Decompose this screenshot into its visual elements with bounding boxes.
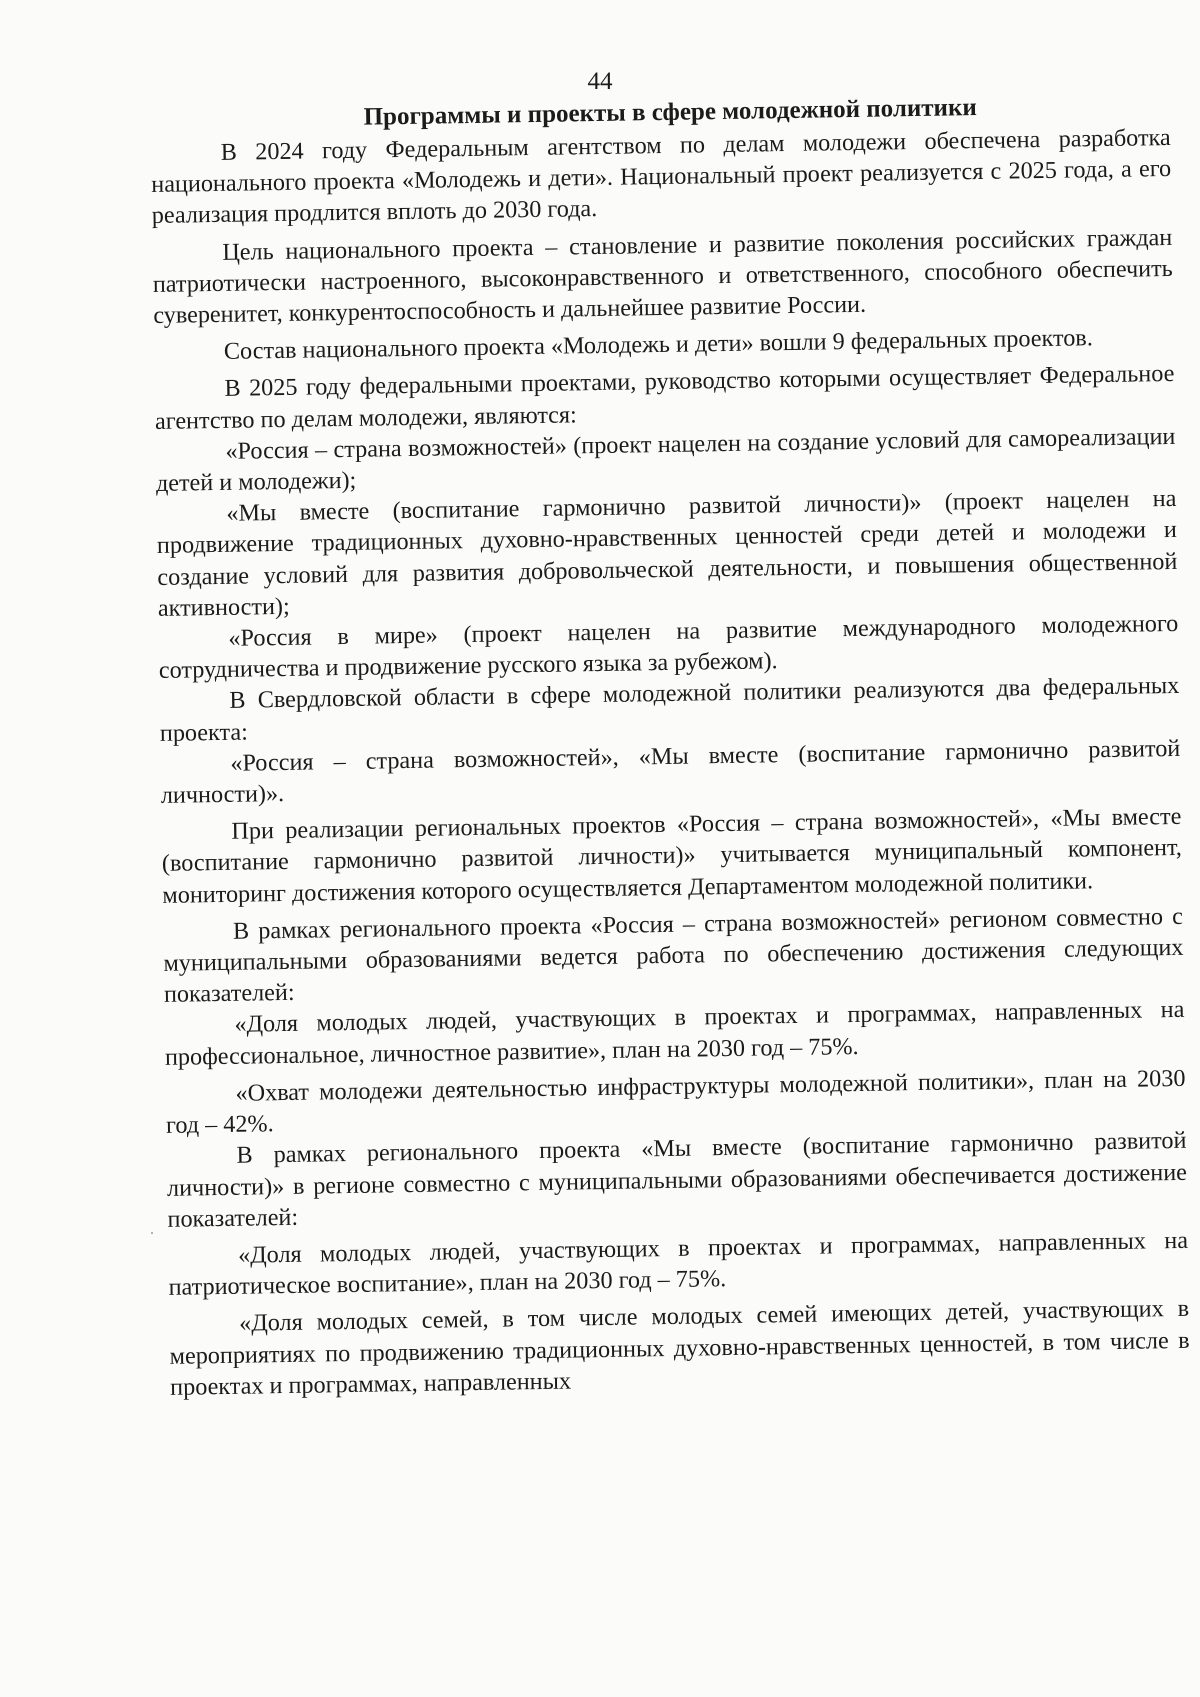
section-heading: Программы и проекты в сфере молодежной политики (363, 94, 977, 131)
list-item: «Мы вместе (воспитание гармонично развитой личности)» (проект нацелен на продвижение традиционных духовно-нравственных ценностей среди детей и молодежи и создание условий для развития добровольческой деятельности, и повышения общественной активности); (156, 485, 1178, 622)
list-item: «Доля молодых семей, в том числе молодых семей имеющих детей, участвующих в мероприятиях по продвижению традиционных духовно-нравственных ценностей, в том числе в проектах и программах, направленных (169, 1295, 1190, 1401)
page-number: 44 (587, 68, 613, 95)
text-block (150, 88, 1190, 1403)
paragraph: При реализации региональных проектов «Россия – страна возможностей», «Мы вместе (воспитание гармонично развитой личности)» учитывается муниципальный компонент, мониторинг достижения которого осуществляется Департаментом молодежной политики. (161, 803, 1183, 909)
list-item: «Россия – страна возможностей» (проект нацелен на создание условий для самореализации детей и молодежи); (155, 422, 1176, 497)
list-item: «Доля молодых людей, участвующих в проектах и программах, направленных на профессиональное, личностное развитие», план на 2030 год – 75%. (164, 996, 1185, 1071)
list-item: «Охват молодежи деятельностью инфраструктуры молодежной политики», план на 2030 год – 42%. (165, 1064, 1186, 1139)
list-item: «Россия – страна возможностей», «Мы вместе (воспитание гармонично развитой личности)». (160, 734, 1181, 809)
paragraph: В рамках регионального проекта «Россия – страна возможностей» регионом совместно с муниципальными образованиями ведется работа по обеспечению достижения следующих показателей: (163, 902, 1184, 1009)
list-item: «Россия в мире» (проект нацелен на развитие международного молодежного сотрудничества и продвижение русского языка за рубежом). (158, 609, 1179, 685)
scan-speck (151, 1232, 153, 1234)
paragraph: Состав национального проекта «Молодежь и дети» вошли 9 федеральных проектов. (223, 324, 1093, 366)
paragraph: В 2024 году Федеральным агентством по делам молодежи обеспечена разработка национального проекта «Молодежь и дети». Национальный проект реализуется с 2025 года, а его реализация продлится вплоть до 2030 года. (151, 123, 1172, 230)
paragraph: В рамках регионального проекта «Мы вместе (воспитание гармонично развитой личности)» в регионе совместно с муниципальными образованиями обеспечивается достижение показателей: (166, 1127, 1188, 1233)
list-item: «Доля молодых людей, участвующих в проектах и программах, направленных на патриотическое воспитание», план на 2030 год – 75%. (168, 1226, 1189, 1301)
paragraph: В Свердловской области в сфере молодежной политики реализуются два федеральных проекта: (159, 672, 1180, 747)
document-body (151, 122, 1191, 1403)
paragraph: В 2025 году федеральными проектами, руководство которыми осуществляет Федеральное агентство по делам молодежи, являются: (154, 360, 1175, 435)
paragraph: Цель национального проекта – становление и развитие поколения российских граждан патриотически настроенного, высоконравственного и ответственного, способного обеспечить суверенитет, конкурентоспособность и дальнейшее развитие России. (152, 223, 1173, 329)
